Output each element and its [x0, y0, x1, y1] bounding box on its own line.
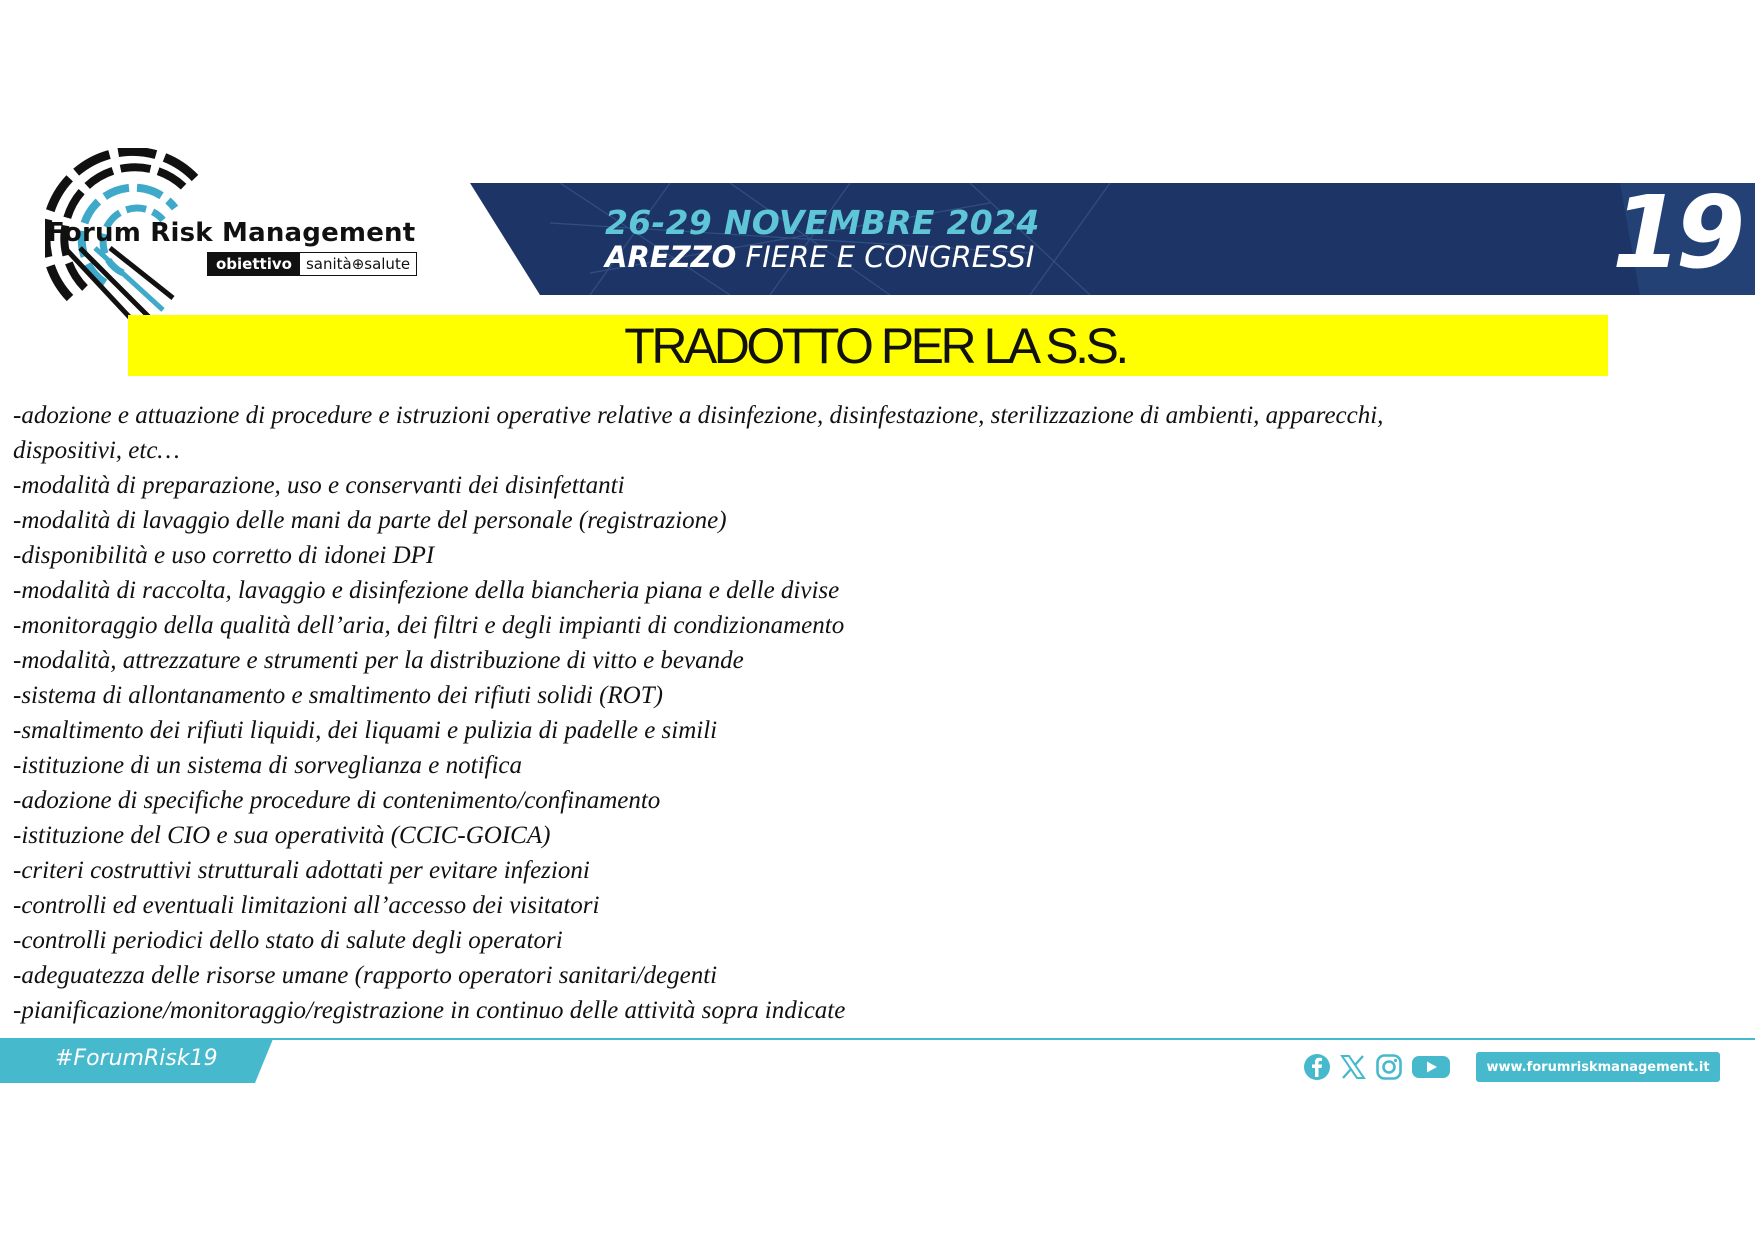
list-item: -controlli periodici dello stato di salute degli operatori — [13, 927, 563, 954]
list-item: -smaltimento dei rifiuti liquidi, dei liquami e pulizia di padelle e simili — [13, 717, 718, 744]
website-link[interactable] — [1476, 1052, 1720, 1082]
banner-edition-number: 19 — [1612, 174, 1740, 291]
list-item: -modalità di lavaggio delle mani da parte del personale (registrazione) — [13, 507, 727, 534]
x-icon[interactable] — [1339, 1053, 1367, 1081]
page-title: TRADOTTO PER LA S.S. — [624, 317, 1126, 374]
list-item: dispositivi, etc… — [13, 437, 180, 464]
list-item: -istituzione di un sistema di sorveglianza e notifica — [13, 752, 522, 779]
facebook-icon[interactable] — [1303, 1053, 1331, 1081]
banner-place — [605, 240, 1034, 274]
logo-tag-left: obiettivo — [208, 253, 300, 275]
youtube-icon[interactable] — [1411, 1053, 1451, 1081]
list-item: -modalità di raccolta, lavaggio e disinfezione della biancheria piana e delle divise — [13, 577, 840, 604]
logo-title: Forum Risk Management — [47, 218, 416, 248]
forum-logo — [45, 148, 455, 328]
list-item: -criteri costruttivi strutturali adottati per evitare infezioni — [13, 857, 590, 884]
list-item: -adozione di specifiche procedure di contenimento/confinamento — [13, 787, 661, 814]
list-item: -monitoraggio della qualità dell’aria, dei filtri e degli impianti di condizionamento — [13, 612, 845, 639]
website-url: www.forumriskmanagement.it — [1486, 1059, 1710, 1075]
banner-venue: FIERE E CONGRESSI — [736, 240, 1035, 274]
list-item: -istituzione del CIO e sua operatività (CCIC-GOICA) — [13, 822, 551, 849]
list-item: -adeguatezza delle risorse umane (rapporto operatori sanitari/degenti — [13, 962, 718, 989]
banner-city: AREZZO — [605, 240, 737, 274]
list-item: -disponibilità e uso corretto di idonei DPI — [13, 542, 435, 569]
logo-tag-right: sanità⊕salute — [305, 255, 411, 273]
list-item: -modalità, attrezzature e strumenti per la distribuzione di vitto e bevande — [13, 647, 744, 674]
title-bar — [128, 315, 1608, 376]
list-item: -pianificazione/monitoraggio/registrazione in continuo delle attività sopra indicate — [13, 997, 846, 1024]
requirements-list — [13, 398, 1733, 1028]
list-item: -controlli ed eventuali limitazioni all’accesso dei visitatori — [13, 892, 600, 919]
list-item: -modalità di preparazione, uso e conservanti dei disinfettanti — [13, 472, 625, 499]
list-item: -adozione e attuazione di procedure e istruzioni operative relative a disinfezione, disinfestazione, sterilizzazione di ambienti, apparecchi, — [13, 402, 1384, 429]
list-item: -sistema di allontanamento e smaltimento dei rifiuti solidi (ROT) — [13, 682, 663, 709]
instagram-icon[interactable] — [1375, 1053, 1403, 1081]
footer-hashtag: #ForumRisk19 — [55, 1046, 218, 1071]
banner-date: 26-29 NOVEMBRE 2024 — [605, 203, 1040, 242]
logo-tagline — [207, 252, 417, 276]
